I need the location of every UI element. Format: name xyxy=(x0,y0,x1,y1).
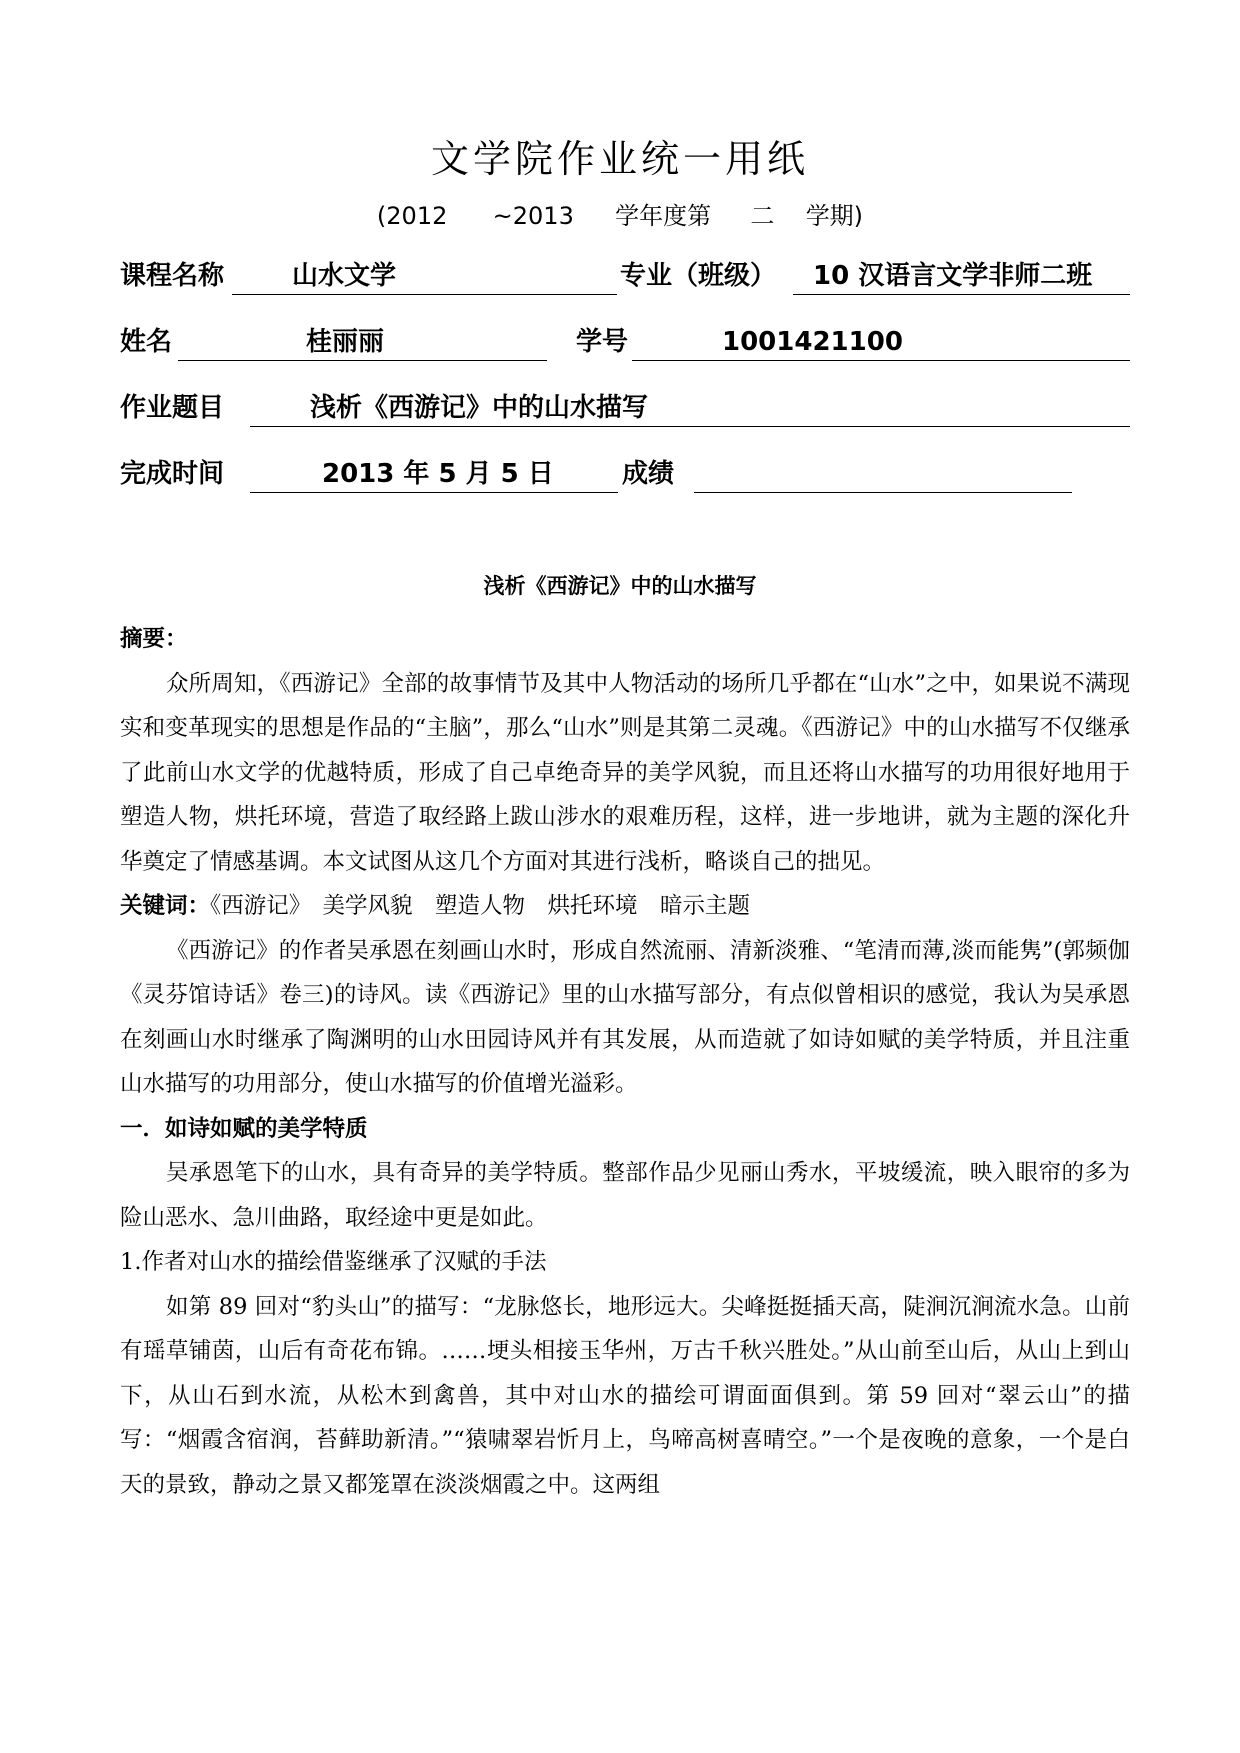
essay-body xyxy=(120,617,1130,1507)
subsection1-paragraph: 如第 89 回对“豹头山”的描写：“龙脉悠长，地形远大。尖峰挺挺插天高，陡涧沉涧流水急。山前有瑶草铺茵，山后有奇花布锦。……埂头相接玉华州，万古千秋兴胜处。”从山前至山后，从山上到山下，从山石到水流，从松木到禽兽，其中对山水的描绘可谓面面俱到。第 59 回对“翠云山”的描写：“烟霞含宿润，苔藓助新清。”“猿啸翠岩忻月上，鸟啼高树喜晴空。”一个是夜晚的意象，一个是白天的景致，静动之景又都笼罩在淡淡烟霞之中。这两组 xyxy=(120,1293,1130,1498)
name-value-field xyxy=(178,322,547,361)
grade-label: 成绩 xyxy=(622,459,675,489)
term-sep: ~2013 xyxy=(492,202,574,230)
major-label: 专业（班级） xyxy=(620,261,777,291)
date-label: 完成时间 xyxy=(120,459,225,489)
term-close: 学期) xyxy=(805,202,864,230)
academic-term xyxy=(0,196,1240,231)
topic-value: 浅析《西游记》中的山水描写 xyxy=(310,393,649,423)
section1-paragraph: 吴承恩笔下的山水，具有奇异的美学特质。整部作品少见丽山秀水，平坡缓流，映入眼帘的多为险山恶水、急川曲路，取经途中更是如此。 xyxy=(120,1160,1130,1231)
abstract-paragraph: 众所周知，《西游记》全部的故事情节及其中人物活动的场所几乎都在“山水”之中，如果说不满现实和变革现实的思想是作品的“主脑”，那么“山水”则是其第二灵魂。《西游记》中的山水描写不仅继承了此前山水文学的优越特质，形成了自己卓绝奇异的美学风貌，而且还将山水描写的功用很好地用于塑造人物，烘托环境，营造了取经路上跋山涉水的艰难历程，这样，进一步地讲，就为主题的深化升华奠定了情感基调。本文试图从这几个方面对其进行浅析，略谈自己的拙见。 xyxy=(120,670,1130,875)
keywords-label: 关键词： xyxy=(120,893,211,919)
term-num: 二 xyxy=(750,202,775,230)
form-row-topic xyxy=(120,388,1130,432)
abstract-label: 摘要： xyxy=(120,626,188,652)
major-value: 10 汉语言文学非师二班 xyxy=(813,261,1093,291)
topic-label: 作业题目 xyxy=(120,393,225,423)
form-row-course xyxy=(120,256,1130,300)
term-open: (2012 xyxy=(376,202,448,230)
id-label: 学号 xyxy=(576,327,629,357)
term-mid: 学年度第 xyxy=(615,202,712,230)
name-value: 桂丽丽 xyxy=(306,327,385,357)
grade-value-field xyxy=(694,454,1072,493)
intro-paragraph: 《西游记》的作者吴承恩在刻画山水时，形成自然流丽、清新淡雅、“笔清而薄,淡而能隽”(郭频伽《灵芬馆诗话》卷三)的诗风。读《西游记》里的山水描写部分，有点似曾相识的感觉，我认为吴承恩在刻画山水时继承了陶渊明的山水田园诗风并有其发展，从而造就了如诗如赋的美学特质，并且注重山水描写的功用部分，使山水描写的价值增光溢彩。 xyxy=(120,937,1130,1097)
keywords-line xyxy=(120,884,1130,929)
course-value: 山水文学 xyxy=(292,261,397,291)
essay-title: 浅析《西游记》中的山水描写 xyxy=(483,574,757,598)
page-title: 文学院作业统一用纸 xyxy=(430,137,809,181)
id-value-field xyxy=(632,322,1130,361)
name-label: 姓名 xyxy=(120,327,173,357)
form-row-name xyxy=(120,322,1130,366)
form-row-date xyxy=(120,454,1130,498)
topic-value-field xyxy=(250,388,1130,427)
id-value: 1001421100 xyxy=(722,327,903,357)
date-value: 2013 年 5 月 5 日 xyxy=(322,459,554,489)
subsection1-heading: 1.作者对山水的描绘借鉴继承了汉赋的手法 xyxy=(120,1249,547,1275)
course-label: 课程名称 xyxy=(120,261,225,291)
major-value-field xyxy=(793,256,1130,295)
date-value-field xyxy=(250,454,618,493)
keywords-text: 《西游记》 美学风貌 塑造人物 烘托环境 暗示主题 xyxy=(210,893,751,919)
section1-heading: 一．如诗如赋的美学特质 xyxy=(120,1115,368,1142)
course-value-field xyxy=(232,256,617,295)
